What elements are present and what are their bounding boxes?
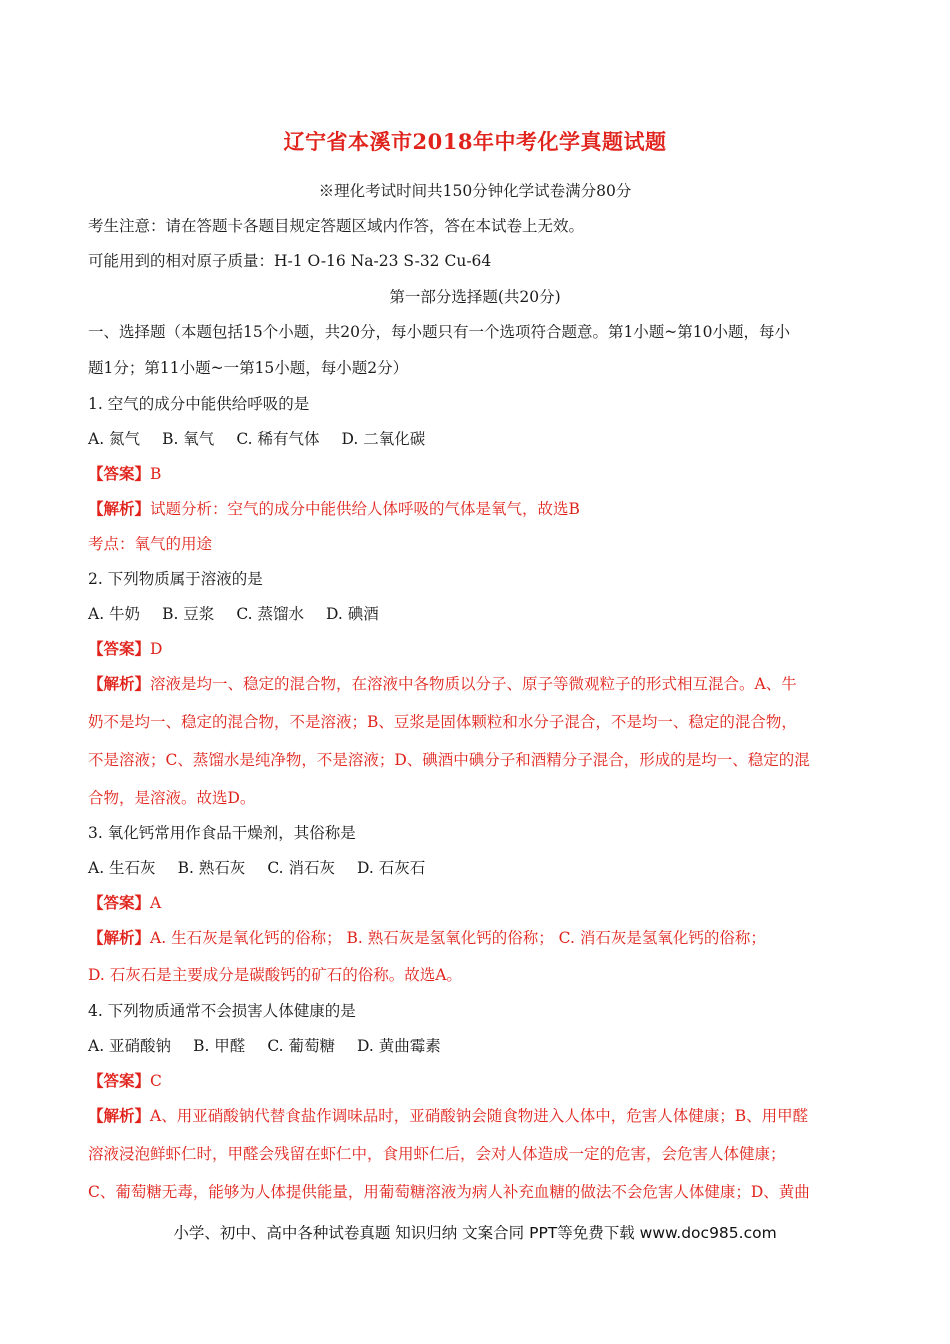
question-4-analysis-line-1 [88,1106,808,1126]
option-a: A. 氮气 [88,430,141,448]
footer-banner: 小学、初中、高中各种试卷真题 知识归纳 文案合同 PPT等免费下载 www.doc985.com [173,1224,777,1242]
question-4-analysis-line-2: 溶液浸泡鲜虾仁时，甲醛会残留在虾仁中，食用虾仁后，会对人体造成一定的危害，会危害人体健康； [88,1145,786,1163]
atomic-masses: 可能用到的相对原子质量：H-1 O-16 Na-23 S-32 Cu-64 [88,252,492,270]
option-b: B. 氧气 [162,430,215,448]
analysis-text: A、用亚硝酸钠代替食盐作调味品时，亚硝酸钠会随食物进入人体中，危害人体健康；B、用甲醛 [150,1107,809,1125]
question-1-options [88,429,425,449]
part-heading: 第一部分选择题(共20分) [389,288,561,306]
question-3-answer [88,893,161,913]
option-d: D. 黄曲霉素 [356,1037,441,1055]
analysis-label: 【解析】 [88,928,151,947]
question-4-stem: 4. 下列物质通常不会损害人体健康的是 [88,1002,356,1020]
question-2-stem: 2. 下列物质属于溶液的是 [88,570,263,588]
option-d: D. 碘酒 [325,605,379,623]
answer-label: 【答案】 [88,1071,151,1090]
option-c: C. 蒸馏水 [236,605,304,623]
option-d: D. 石灰石 [356,859,426,877]
question-2-options [88,604,379,624]
analysis-label: 【解析】 [88,499,151,518]
question-1-analysis [88,499,580,519]
answer-value: B [150,465,162,483]
answer-label: 【答案】 [88,464,151,483]
analysis-text: 溶液是均一、稳定的混合物，在溶液中各物质以分子、原子等微观粒子的形式相互混合。A、牛 [150,675,797,693]
section-intro-line-1: 一、选择题（本题包括15个小题，共20分，每小题只有一个选项符合题意。第1小题~第10小题，每小 [88,323,791,341]
analysis-text: 试题分析：空气的成分中能供给人体呼吸的气体是氧气，故选B [150,500,580,518]
question-3-analysis-line-1 [88,928,766,948]
question-1-stem: 1. 空气的成分中能供给呼吸的是 [88,395,310,413]
option-a: A. 亚硝酸钠 [88,1037,172,1055]
option-c: C. 稀有气体 [236,430,320,448]
option-a: A. 生石灰 [88,859,156,877]
question-3-options [88,858,425,878]
candidate-notice: 考生注意：请在答题卡各题目规定答题区域内作答，答在本试卷上无效。 [88,217,585,235]
answer-value: C [150,1072,162,1090]
option-c: C. 葡萄糖 [267,1037,335,1055]
analysis-label: 【解析】 [88,674,151,693]
option-b: B. 甲醛 [193,1037,246,1055]
answer-label: 【答案】 [88,893,151,912]
question-4-options [88,1036,441,1056]
option-d: D. 二氧化碳 [341,430,426,448]
question-2-analysis-line-2: 奶不是均一、稳定的混合物，不是溶液；B、豆浆是固体颗粒和水分子混合，不是均一、稳定的混合物， [88,713,797,731]
question-3-stem: 3. 氧化钙常用作食品干燥剂，其俗称是 [88,824,356,842]
analysis-label: 【解析】 [88,1106,151,1125]
option-b: B. 熟石灰 [177,859,246,877]
answer-label: 【答案】 [88,639,151,658]
exam-note: ※理化考试时间共150分钟化学试卷满分80分 [318,182,632,200]
question-2-analysis-line-4: 合物，是溶液。故选D。 [88,789,256,807]
question-2-answer [88,639,162,659]
answer-value: D [150,640,163,658]
question-1-answer [88,464,161,484]
option-b: B. 豆浆 [162,605,215,623]
answer-value: A [150,894,162,912]
question-3-analysis-line-2: D. 石灰石是主要成分是碳酸钙的矿石的俗称。故选A。 [88,966,462,984]
option-a: A. 牛奶 [88,605,141,623]
analysis-text: A. 生石灰是氧化钙的俗称； B. 熟石灰是氢氧化钙的俗称； C. 消石灰是氢氧化钙的俗称； [150,929,766,947]
question-2-analysis-line-1 [88,674,797,694]
option-c: C. 消石灰 [267,859,335,877]
question-4-answer [88,1071,162,1091]
question-4-analysis-line-3: C、葡萄糖无毒，能够为人体提供能量，用葡萄糖溶液为病人补充血糖的做法不会危害人体健康；D、黄曲 [88,1183,810,1201]
question-2-analysis-line-3: 不是溶液；C、蒸馏水是纯净物，不是溶液；D、碘酒中碘分子和酒精分子混合，形成的是均一、稳定的混 [88,751,810,769]
page-title: 辽宁省本溪市2018年中考化学真题试题 [283,129,667,154]
question-1-keypoint: 考点：氧气的用途 [88,535,213,553]
section-intro-line-2: 题1分；第11小题~一第15小题，每小题2分） [88,359,409,377]
